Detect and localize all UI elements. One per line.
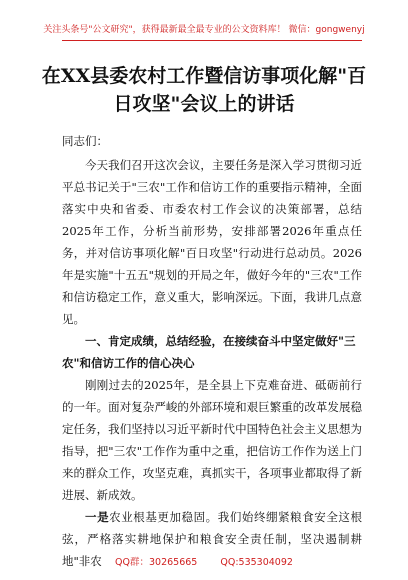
section-heading-1: 一、肯定成绩，总结经验，在接续奋斗中坚定做好"三农"和信访工作的信心决心 (62, 334, 356, 370)
point-1-lead: 一是 (85, 510, 110, 524)
salutation: 同志们： (62, 134, 108, 148)
intro-paragraph: 今天我们召开这次会议，主要任务是深入学习贯彻习近平总书记关于"三农"工作和信访工作的重要指示精神，全面落实中央和省委、市委农村工作会议的决策部署，总结2025年工作，分析当前形势，安排部署2026年重点任务，并对信访事项化解"百日攻坚"行动进行总动员。2026年是实施"十五五"规划的开局之年，做好今年的"三农"工作和信访稳定工作，意义重大，影响深远。下面，我讲几点意见。 (62, 158, 362, 326)
footer-qq: QQ:535304092 (220, 557, 293, 568)
footer-contact (0, 554, 408, 568)
section-1-paragraph: 刚刚过去的2025年，是全县上下克难奋进、砥砺前行的一年。面对复杂严峻的外部环境和艰巨繁重的改革发展稳定任务，我们坚持以习近平新时代中国特色社会主义思想为指导，把"三农"工作作为重中之重，把信访工作作为送上门来的群众工作，攻坚克难，真抓实干，各项事业都取得了新进展、新成效。 (62, 378, 362, 502)
header-divider (62, 40, 362, 41)
point-1-text: 农业根基更加稳固。我们始终绷紧粮食安全这根弦，严格落实耕地保护和粮食安全责任制，坚决遏制耕地"非农 (62, 510, 363, 568)
document-title: 在XX县委农村工作暨信访事项化解"百日攻坚"会议上的讲话 (41, 65, 367, 115)
footer-qq-group: QQ群：30265665 (115, 557, 198, 568)
header-banner: 关注头条号"公文研究"，获得最新最全最专业的公文资料库！ 微信：gongwenyj (43, 25, 365, 35)
document-body (62, 130, 362, 572)
